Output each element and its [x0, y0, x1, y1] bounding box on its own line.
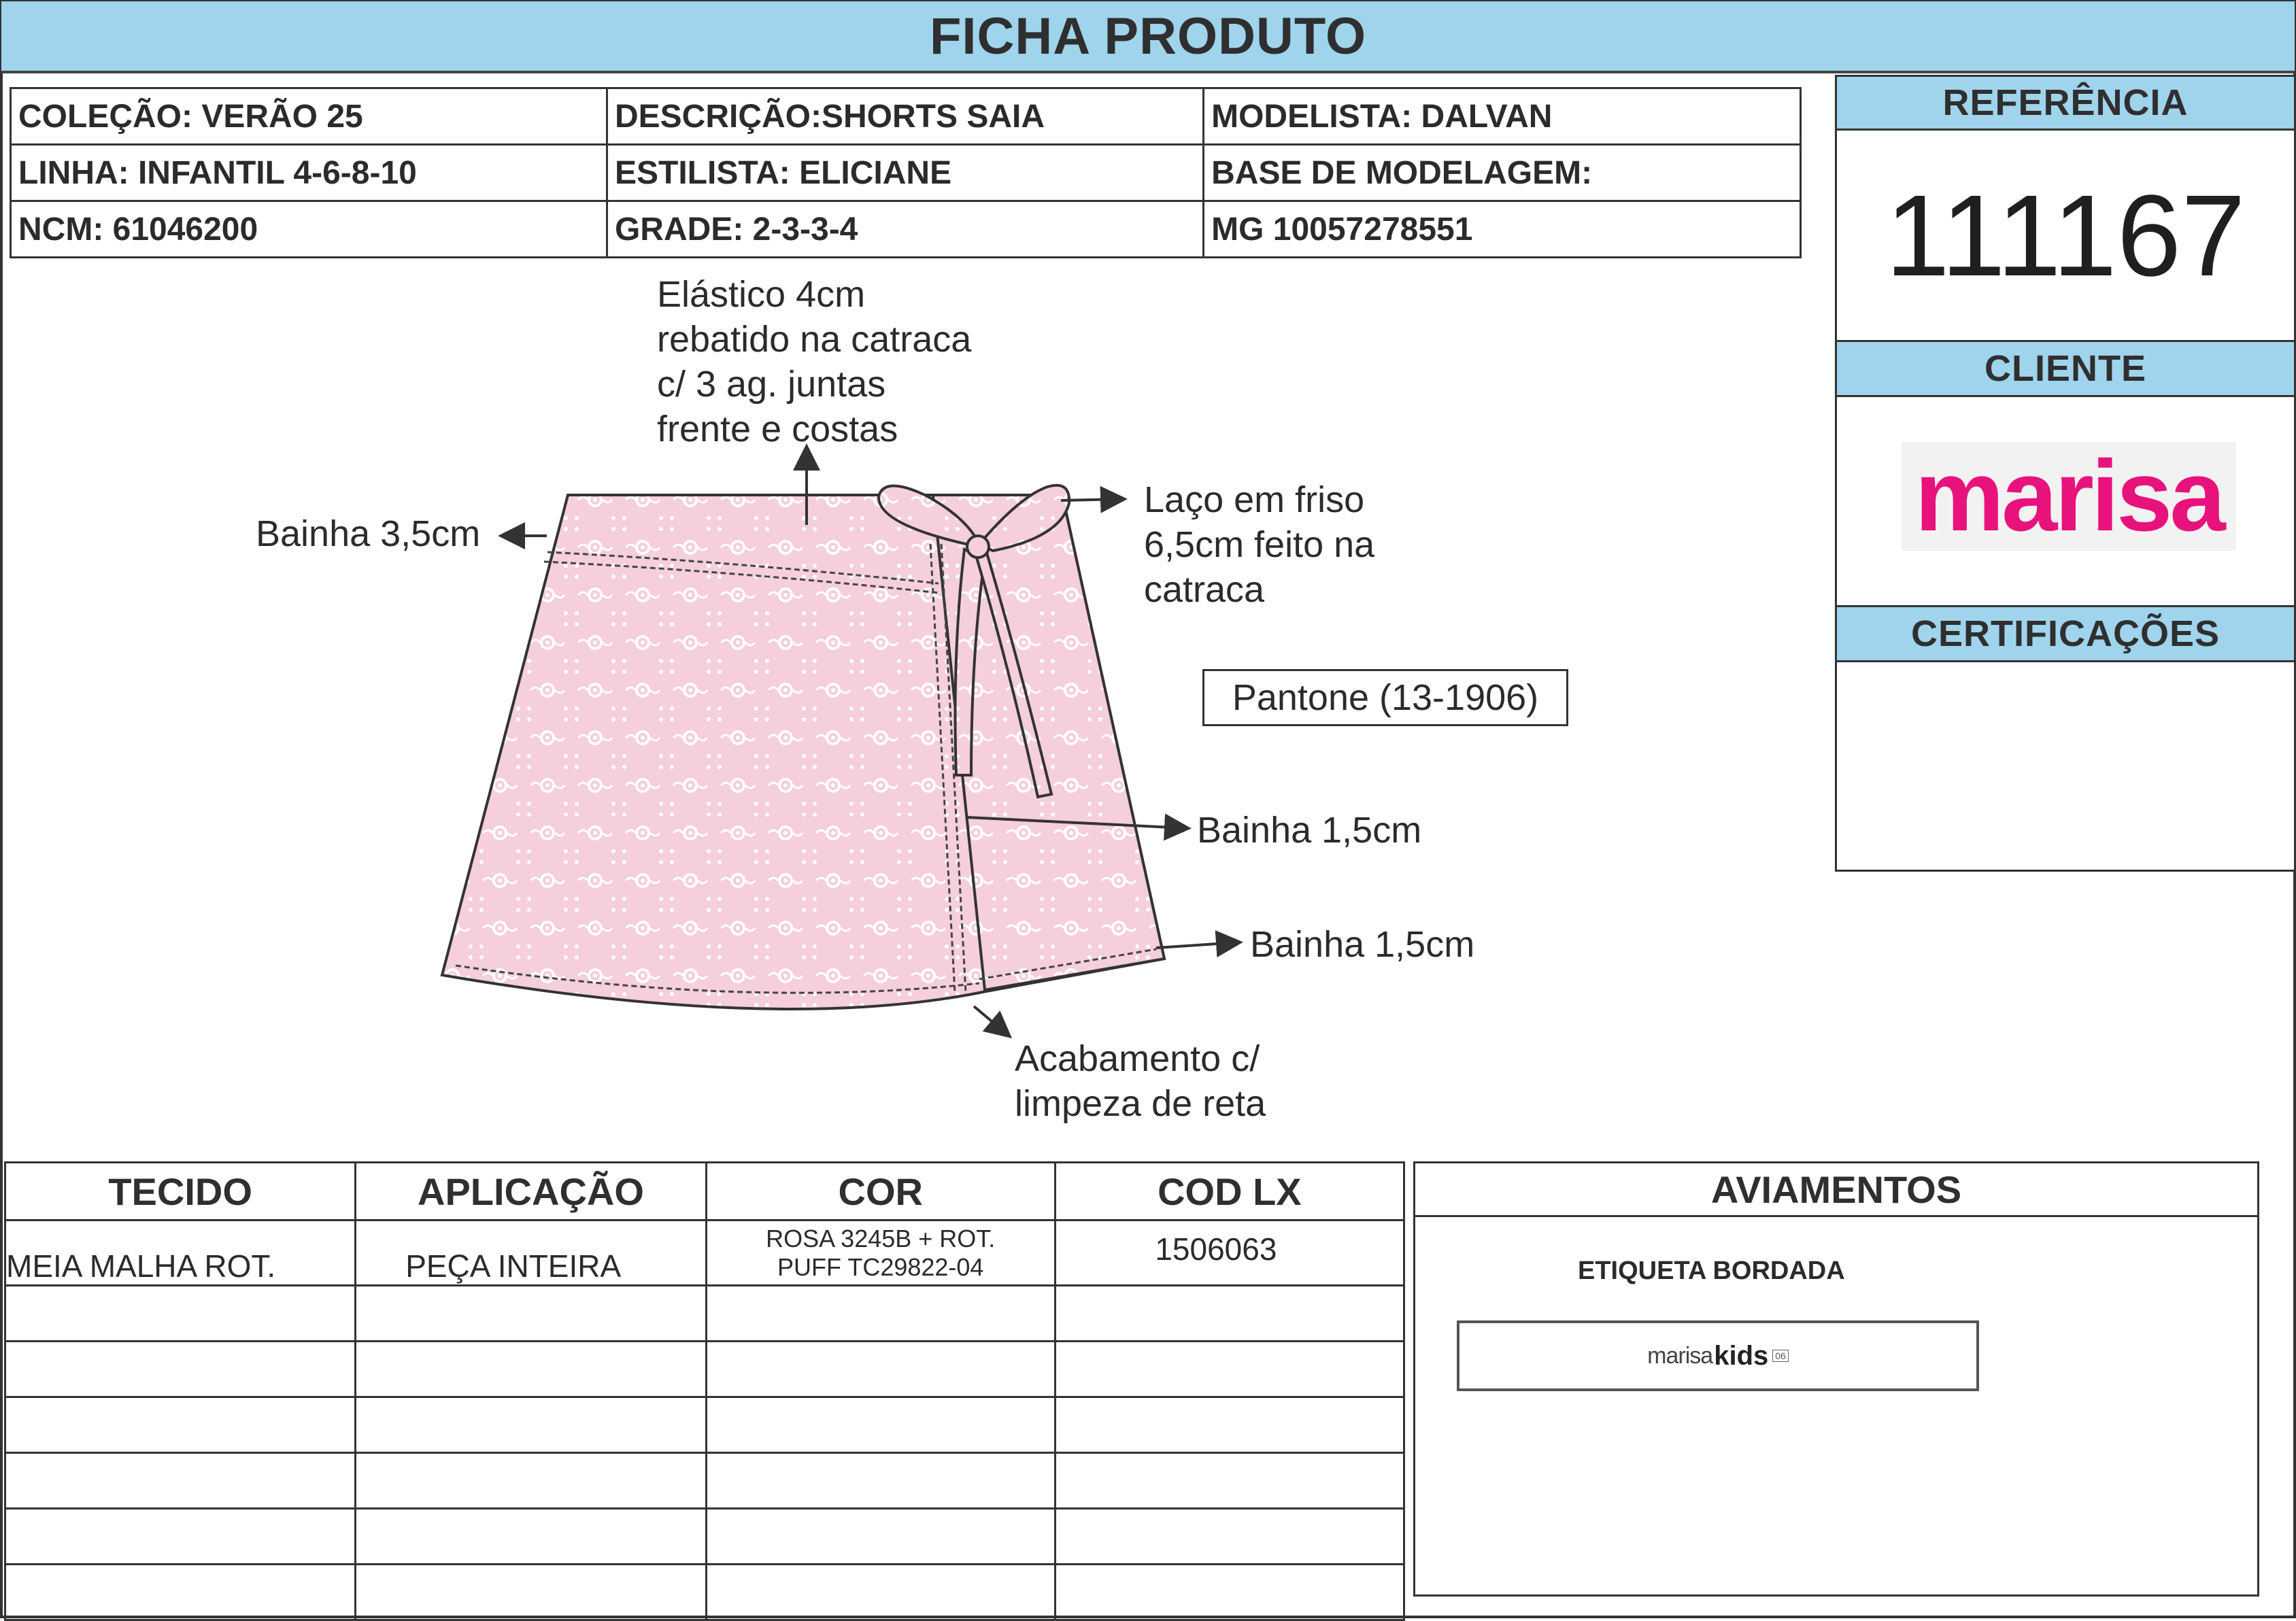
note-line: Acabamento c/	[1015, 1038, 1260, 1079]
cell-tecido: MEIA MALHA ROT.	[5, 1221, 356, 1286]
info-colecao: COLEÇÃO: VERÃO 25	[11, 88, 607, 145]
note-line: limpeza de reta	[1015, 1083, 1266, 1124]
header-aplicacao: APLICAÇÃO	[356, 1163, 707, 1221]
table-row	[5, 1509, 1404, 1565]
cell-empty	[5, 1342, 356, 1397]
header-tecido: TECIDO	[5, 1163, 356, 1221]
note-elastico	[657, 272, 971, 451]
pantone-box: Pantone (13-1906)	[1202, 669, 1568, 726]
bow-knot	[967, 536, 989, 558]
table-row	[5, 1397, 1404, 1453]
table-row	[5, 1565, 1404, 1620]
note-acabamento	[1015, 1036, 1266, 1126]
referencia-header: REFERÊNCIA	[1835, 75, 2296, 131]
cell-empty	[356, 1565, 707, 1620]
cell-empty	[1055, 1453, 1404, 1509]
info-grade: GRADE: 2-3-3-4	[607, 201, 1203, 258]
cell-empty	[706, 1565, 1055, 1620]
header-cor: COR	[706, 1163, 1055, 1221]
cell-empty	[1055, 1342, 1404, 1397]
cor-line: ROSA 3245B + ROT.	[766, 1224, 996, 1252]
arrow-acabamento	[974, 1006, 1008, 1035]
cell-empty	[356, 1286, 707, 1342]
aviamentos-title: AVIAMENTOS	[1413, 1161, 2259, 1217]
cell-empty	[356, 1397, 707, 1453]
note-bainha-mid: Bainha 1,5cm	[1197, 810, 1422, 851]
cell-empty	[1055, 1286, 1404, 1342]
table-row	[5, 1453, 1404, 1509]
header-cod-lx: COD LX	[1055, 1163, 1404, 1221]
cell-empty	[1055, 1509, 1404, 1565]
note-laco	[1144, 477, 1374, 612]
page-title: FICHA PRODUTO	[929, 7, 1367, 65]
referencia-value: 111167	[1885, 171, 2246, 301]
label-sub: kids	[1714, 1340, 1769, 1371]
label-badge: 06	[1772, 1350, 1789, 1362]
info-modelista: MODELISTA: DALVAN	[1204, 88, 1801, 145]
info-estilista: ESTILISTA: ELICIANE	[607, 145, 1203, 201]
note-line: Laço em friso	[1144, 479, 1365, 520]
cell-empty	[1055, 1565, 1404, 1620]
cell-empty	[356, 1342, 707, 1397]
note-line: rebatido na catraca	[657, 319, 972, 360]
cell-aplicacao: PEÇA INTEIRA	[356, 1221, 707, 1286]
cor-line: PUFF TC29822-04	[777, 1252, 984, 1281]
cell-empty	[706, 1342, 1055, 1397]
table-row	[5, 1221, 1404, 1286]
cell-cod-lx: 1506063	[1055, 1221, 1404, 1286]
note-bainha-top: Bainha 3,5cm	[256, 513, 481, 554]
note-line: frente e costas	[657, 409, 898, 449]
cell-empty	[706, 1397, 1055, 1453]
marisa-logo-text: marisa	[1914, 440, 2223, 552]
note-line: 6,5cm feito na	[1144, 524, 1375, 565]
cell-cor	[706, 1221, 1055, 1286]
cell-empty	[5, 1286, 356, 1342]
label-brand: marisa	[1647, 1342, 1713, 1369]
cell-empty	[356, 1509, 707, 1565]
info-descricao: DESCRIÇÃO:SHORTS SAIA	[607, 88, 1203, 145]
info-linha: LINHA: INFANTIL 4-6-8-10	[11, 145, 607, 201]
info-ncm: NCM: 61046200	[11, 201, 607, 258]
cell-empty	[5, 1397, 356, 1453]
etiqueta-label: ETIQUETA BORDADA	[1578, 1257, 1845, 1285]
materials-header-row	[5, 1163, 1404, 1221]
info-base-modelagem: BASE DE MODELAGEM:	[1204, 145, 1801, 201]
materials-table	[4, 1161, 1405, 1621]
arrow-bainha-low	[1156, 942, 1238, 948]
cell-empty	[5, 1509, 356, 1565]
note-line: c/ 3 ag. juntas	[657, 364, 886, 405]
etiqueta-sample	[1457, 1320, 1979, 1391]
cell-empty	[706, 1286, 1055, 1342]
table-row	[5, 1286, 1404, 1342]
arrow-laco	[1061, 499, 1122, 500]
cell-empty	[5, 1565, 356, 1620]
note-line: catraca	[1144, 569, 1265, 610]
cell-empty	[5, 1453, 356, 1509]
cell-empty	[706, 1453, 1055, 1509]
cliente-header: CLIENTE	[1835, 340, 2296, 397]
cell-empty	[1055, 1397, 1404, 1453]
note-bainha-low: Bainha 1,5cm	[1250, 924, 1475, 965]
table-row	[5, 1342, 1404, 1397]
cell-empty	[356, 1453, 707, 1509]
note-line: Elástico 4cm	[657, 274, 866, 315]
info-mg: MG 10057278551	[1204, 201, 1801, 258]
cell-empty	[706, 1509, 1055, 1565]
certificacoes-header: CERTIFICAÇÕES	[1835, 605, 2296, 662]
